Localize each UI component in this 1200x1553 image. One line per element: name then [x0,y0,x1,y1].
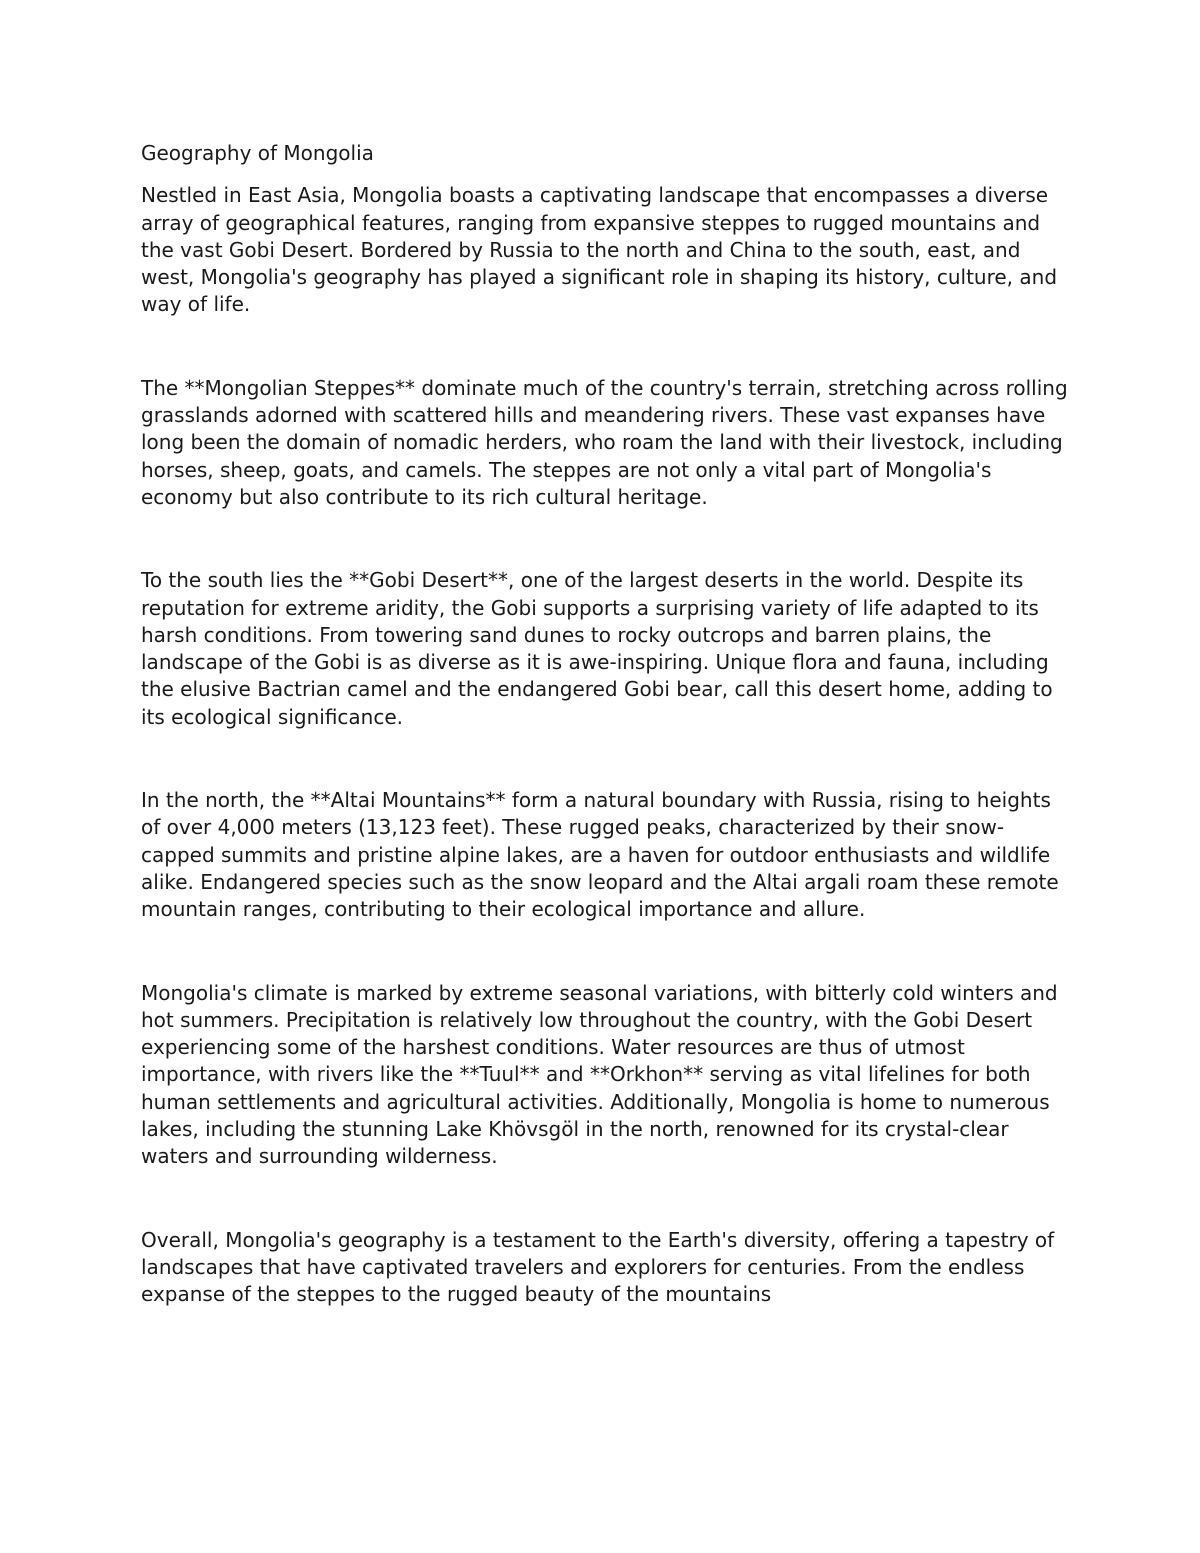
paragraph-overall: Overall, Mongolia's geography is a testament to the Earth's diversity, offering a tapestry of landscapes that have captivated travelers and explorers for centuries. From the endless expanse of the steppes to the rugged beauty of the mountains [141,1227,1055,1307]
paragraph-altai-mountains: In the north, the **Altai Mountains** form a natural boundary with Russia, rising to heights of over 4,000 meters (13,123 feet). These rugged peaks, characterized by their snow-capped summits and pristine alpine lakes, are a haven for outdoor enthusiasts and wildlife alike. Endangered species such as the snow leopard and the Altai argali roam these remote mountain ranges, contributing to their ecological importance and allure. [141,788,1059,922]
paragraph-gobi-desert: To the south lies the **Gobi Desert**, one of the largest deserts in the world. Despite its reputation for extreme aridity, the Gobi supports a surprising variety of life adapted to its harsh conditions. From towering sand dunes to rocky outcrops and barren plains, the landscape of the Gobi is as diverse as it is awe-inspiring. Unique flora and fauna, including the elusive Bactrian camel and the endangered Gobi bear, call this desert home, adding to its ecological significance. [141,568,1053,729]
paragraph-climate: Mongolia's climate is marked by extreme seasonal variations, with bitterly cold winters and hot summers. Precipitation is relatively low throughout the country, with the Gobi Desert experiencing some of the harshest conditions. Water resources are thus of utmost importance, with rivers like the **Tuul** and **Orkhon** serving as vital lifelines for both human settlements and agricultural activities. Additionally, Mongolia is home to numerous lakes, including the stunning Lake Khövsgöl in the north, renowned for its crystal-clear waters and surrounding wilderness. [141,980,1058,1169]
paragraph-introduction: Nestled in East Asia, Mongolia boasts a captivating landscape that encompasses a diverse array of geographical features, ranging from expansive steppes to rugged mountains and the vast Gobi Desert. Bordered by Russia to the north and China to the south, east, and west, Mongolia's geography has played a significant role in shaping its history, culture, and way of life. [141,183,1058,317]
document-body [141,140,1071,1309]
document-title: Geography of Mongolia [141,141,374,165]
paragraph-steppes: The **Mongolian Steppes** dominate much of the country's terrain, stretching across rolling grasslands adorned with scattered hills and meandering rivers. These vast expanses have long been the domain of nomadic herders, who roam the land with their livestock, including horses, sheep, goats, and camels. The steppes are not only a vital part of Mongolia's economy but also contribute to its rich cultural heritage. [141,375,1068,509]
